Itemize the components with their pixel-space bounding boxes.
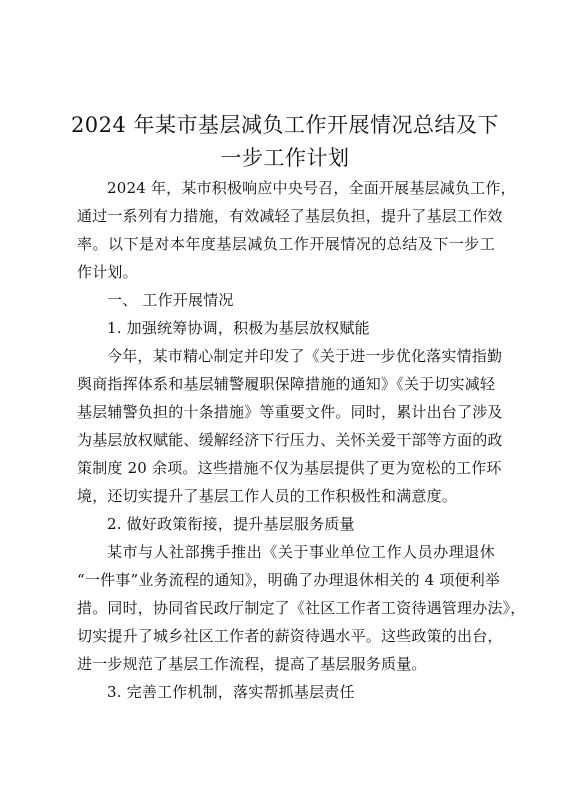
- item-1-paragraph-line: 基层辅警负担的十条措施》等重要文件。同时，累计出台了涉及: [77, 403, 503, 421]
- intro-paragraph-line: 2024 年，某市积极响应中央号召，全面开展基层减负工作，: [107, 179, 516, 197]
- item-1-paragraph-line: 为基层放权赋能、缓解经济下行压力、关怀关爱干部等方面的政: [77, 431, 503, 449]
- item-1-paragraph-line: 境，还切实提升了基层工作人员的工作积极性和满意度。: [77, 487, 458, 505]
- item-2-heading: 2. 做好政策衔接，提升基层服务质量: [107, 515, 355, 533]
- item-1-paragraph-line: 今年，某市精心制定并印发了《关于进一步优化落实情指勤: [107, 347, 503, 365]
- item-2-paragraph-line: 切实提升了城乡社区工作者的薪资待遇水平。这些政策的出台，: [77, 627, 503, 645]
- intro-paragraph-line: 作计划。: [77, 263, 138, 281]
- document-title-line-2: 一步工作计划: [220, 146, 350, 170]
- section-heading: 一、 工作开展情况: [107, 291, 234, 309]
- item-1-paragraph-line: 舆商指挥体系和基层辅警履职保障措施的通知》《关于切实减轻: [77, 375, 496, 393]
- item-2-paragraph-line: 措。同时，协同省民政厅制定了《社区工作者工资待遇管理办法》，: [77, 599, 526, 617]
- intro-paragraph-line: 率。以下是对本年度基层减负工作开展情况的总结及下一步工: [77, 235, 495, 253]
- document-title-line-1: 2024 年某市基层减负工作开展情况总结及下: [70, 113, 500, 137]
- item-2-paragraph-line: 进一步规范了基层工作流程，提高了基层服务质量。: [77, 655, 427, 673]
- item-1-paragraph-line: 策制度 20 余项。这些措施不仅为基层提供了更为宽松的工作环: [77, 459, 502, 477]
- item-3-heading: 3. 完善工作机制，落实帮抓基层责任: [107, 683, 355, 701]
- item-2-paragraph-line: “一件事”业务流程的通知》，明确了办理退休相关的 4 项便利举: [77, 571, 501, 589]
- intro-paragraph-line: 通过一系列有力措施，有效减轻了基层负担，提升了基层工作效: [77, 207, 503, 225]
- item-1-heading: 1. 加强统筹协调，积极为基层放权赋能: [107, 319, 370, 337]
- item-2-paragraph-line: 某市与人社部携手推出《关于事业单位工作人员办理退休: [107, 543, 495, 561]
